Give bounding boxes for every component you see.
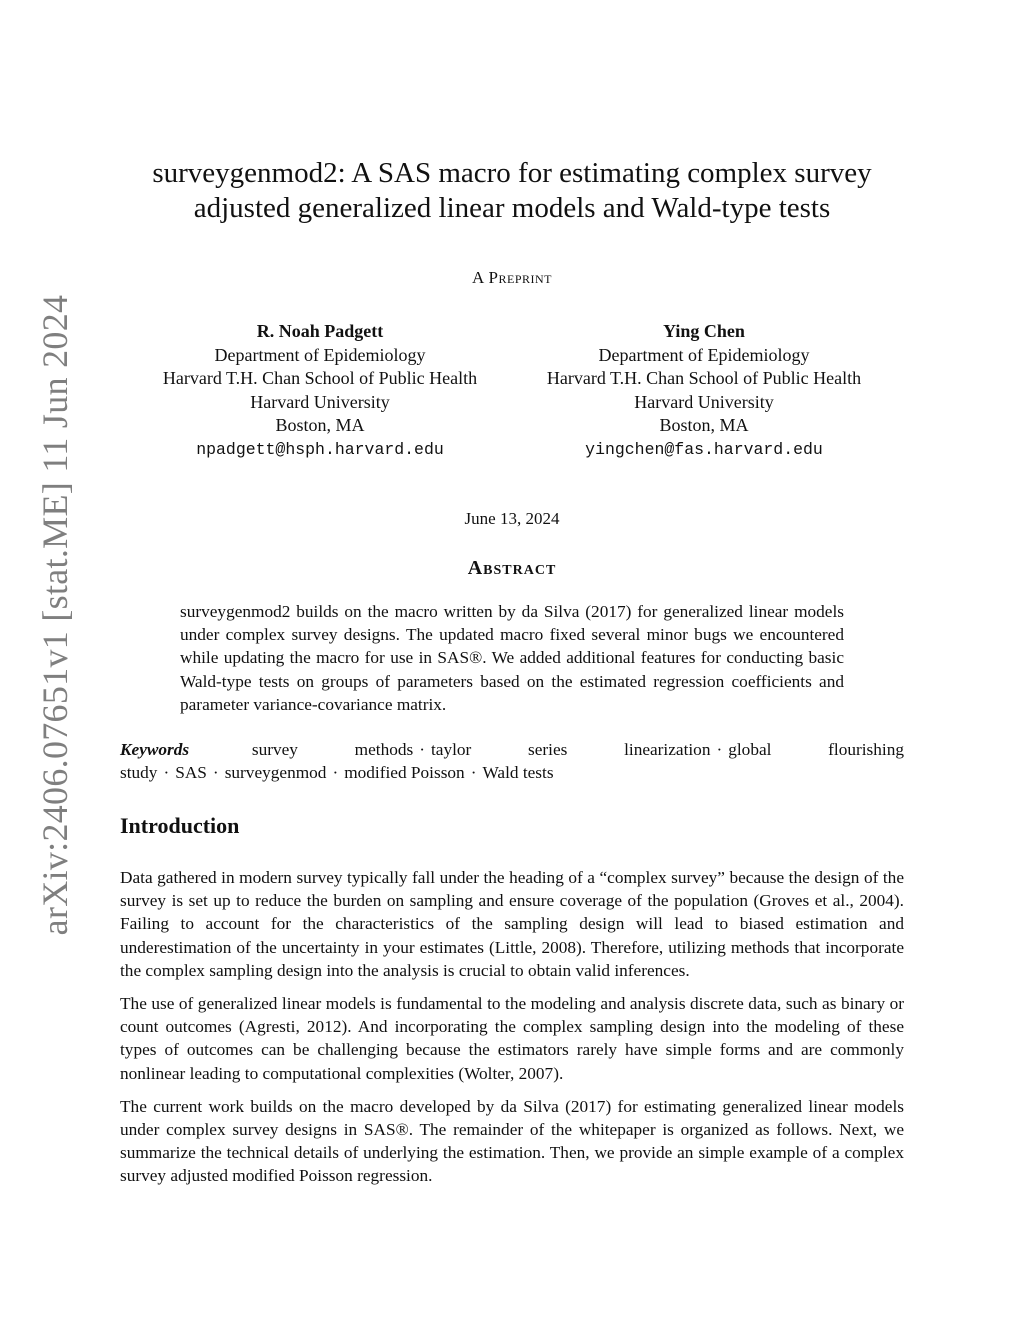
- introduction-body: [120, 866, 904, 1198]
- keyword-separator: ·: [212, 763, 219, 783]
- author-location: Boston, MA: [659, 415, 749, 435]
- keywords-label: Keywords: [120, 740, 190, 759]
- abstract-heading: Abstract: [467, 557, 557, 579]
- keyword-item: SAS: [175, 763, 207, 783]
- author-name: R. Noah Padgett: [256, 321, 384, 341]
- keyword-item: global flourishing study: [120, 740, 904, 783]
- author-department: Department of Epidemiology: [598, 344, 810, 365]
- abstract-text: surveygenmod2 builds on the macro written by da Silva (2017) for generalized linear models under complex survey designs. The updated macro fixed several minor bugs we encountered while updating the macro for use in SAS®. We added additional features for conducting basic Wald-type tests on groups of parameters based on the estimated regression coefficients and parameter variance-covariance matrix.: [180, 602, 844, 714]
- keyword-item: taylor series linearization: [430, 740, 711, 759]
- keyword-separator: ·: [419, 740, 425, 759]
- author-school: Harvard T.H. Chan School of Public Health: [162, 368, 478, 388]
- author-email: npadgett@hsph.harvard.edu: [196, 439, 444, 459]
- paragraph: The use of generalized linear models is fundamental to the modeling and analysis discrete data, such as binary or count outcomes (Agresti, 2012). And incorporating the complex sampling design into the modeling of these types of outcomes can be challenging because the estimators rarely have simple forms and are commonly nonlinear leading to computational complexities (Wolter, 2007).: [120, 994, 904, 1083]
- keyword-item: survey methods: [251, 740, 414, 759]
- author-name: Ying Chen: [663, 321, 745, 341]
- author-location: Boston, MA: [275, 415, 365, 435]
- introduction-heading: Introduction: [120, 813, 240, 838]
- author-department: Department of Epidemiology: [214, 344, 426, 365]
- paper-date: June 13, 2024: [464, 509, 560, 528]
- author-block-2: [504, 320, 904, 461]
- author-block-1: [120, 320, 520, 461]
- keyword-separator: ·: [470, 763, 477, 783]
- author-school: Harvard T.H. Chan School of Public Health: [546, 368, 862, 388]
- keyword-item: surveygenmod: [224, 763, 327, 783]
- paper-title: surveygenmod2: A SAS macro for estimating complex survey adjusted generalized linear models and Wald-type tests: [152, 157, 872, 224]
- preprint-label: A Preprint: [471, 268, 553, 287]
- author-email: yingchen@fas.harvard.edu: [585, 439, 823, 459]
- author-university: Harvard University: [634, 391, 774, 412]
- keyword-item: modified Poisson: [344, 763, 465, 783]
- arxiv-identifier: arXiv:2406.07651v1 [stat.ME] 11 Jun 2024: [35, 294, 75, 936]
- keyword-separator: ·: [163, 763, 170, 783]
- keyword-separator: ·: [332, 763, 339, 783]
- paragraph: The current work builds on the macro developed by da Silva (2017) for estimating generalized linear models under complex survey designs in SAS®. The remainder of the whitepaper is organized as follows. Next, we summarize the technical details of underlying the estimation. Then, we provide an simple example of a complex survey adjusted modified Poisson regression.: [120, 1096, 904, 1186]
- author-university: Harvard University: [250, 391, 390, 412]
- keyword-separator: ·: [716, 740, 723, 759]
- keywords: [120, 738, 904, 784]
- keyword-item: Wald tests: [482, 763, 554, 783]
- paragraph: Data gathered in modern survey typically fall under the heading of a “complex survey” because the design of the survey is set up to reduce the burden on sampling and ensure coverage of the population (Groves et al., 2004). Failing to account for the characteristics of the sampling design will lead to biased estimation and underestimation of the uncertainty in your estimates (Little, 2008). Therefore, utilizing methods that incorporate the complex sampling design into the analysis is crucial to obtain valid inferences.: [120, 868, 904, 980]
